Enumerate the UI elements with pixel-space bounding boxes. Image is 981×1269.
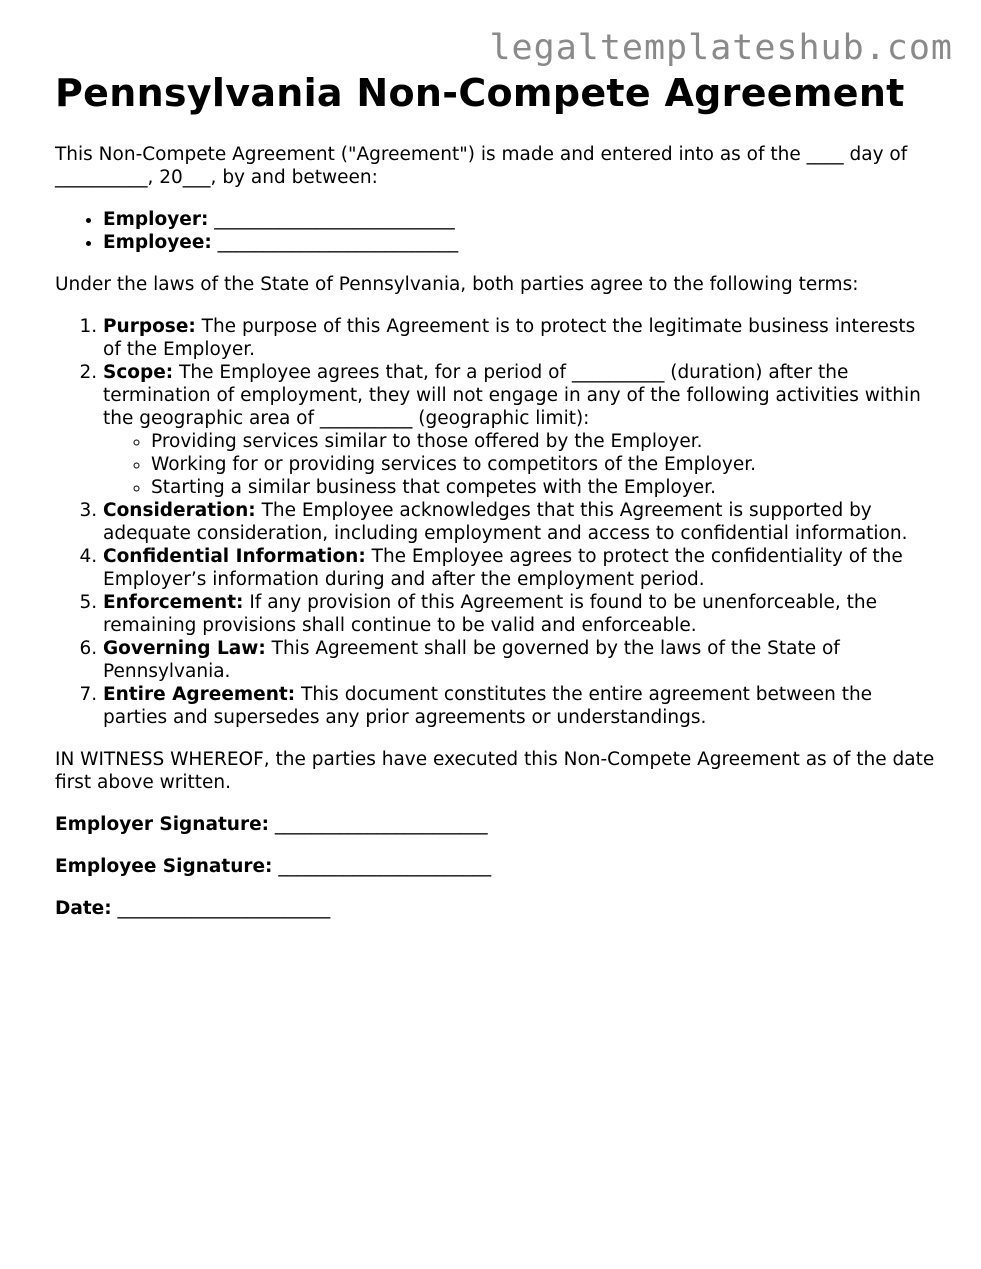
term-text: The Employee acknowledges that this Agreement is supported by adequate consideration, including employment and access to confidential information. <box>103 500 908 544</box>
term-heading: Consideration: <box>103 500 256 521</box>
term-heading: Confidential Information: <box>103 546 366 567</box>
term-scope <box>103 361 935 499</box>
scope-activity: ◦ Working for or providing services to competitors of the Employer. <box>151 453 935 476</box>
intro-paragraph: This Non-Compete Agreement ("Agreement") is made and entered into as of the ____ day of __________, 20___, by and between: <box>55 144 908 188</box>
signature-label: Date: <box>55 898 112 919</box>
employer-signature-line <box>55 813 935 836</box>
party-employee <box>103 231 935 254</box>
terms-list <box>55 315 935 729</box>
term-text: If any provision of this Agreement is found to be unenforceable, the remaining provisions shall continue to be valid and enforceable. <box>103 592 877 636</box>
term-text: The Employee agrees to protect the confidentiality of the Employer’s information during and after the employment period. <box>103 546 903 590</box>
party-blank: __________________________ <box>217 232 459 253</box>
term-heading: Purpose: <box>103 316 196 337</box>
term-enforcement <box>103 591 935 637</box>
witness-paragraph: IN WITNESS WHEREOF, the parties have executed this Non-Compete Agreement as of the date first above written. <box>55 749 935 793</box>
party-label: Employee: <box>103 232 212 253</box>
term-confidential-information <box>103 545 935 591</box>
laws-intro: Under the laws of the State of Pennsylvania, both parties agree to the following terms: <box>55 274 859 295</box>
term-governing-law <box>103 637 935 683</box>
party-employer <box>103 208 935 231</box>
term-text: The Employee agrees that, for a period of __________ (duration) after the termination of employment, they will not engage in any of the following activities within the geographic area of __________ (geographic limit): <box>103 362 921 429</box>
signature-blank: _______________________ <box>278 856 492 877</box>
term-entire-agreement <box>103 683 935 729</box>
employee-signature-line <box>55 855 935 878</box>
watermark: legaltemplateshub.com <box>489 28 953 68</box>
date-line <box>55 897 935 920</box>
term-heading: Scope: <box>103 362 174 383</box>
term-heading: Entire Agreement: <box>103 684 296 705</box>
signature-label: Employee Signature: <box>55 856 273 877</box>
term-heading: Governing Law: <box>103 638 266 659</box>
signature-blank: _______________________ <box>274 814 488 835</box>
parties-list <box>55 208 935 254</box>
page-title: Pennsylvania Non-Compete Agreement <box>55 71 905 115</box>
party-label: Employer: <box>103 209 209 230</box>
document-page <box>55 70 935 939</box>
signature-label: Employer Signature: <box>55 814 270 835</box>
signature-blank: _______________________ <box>117 898 331 919</box>
term-text: The purpose of this Agreement is to protect the legitimate business interests of the Employer. <box>103 316 916 360</box>
scope-activity: ◦ Providing services similar to those offered by the Employer. <box>151 430 935 453</box>
party-blank: __________________________ <box>214 209 455 230</box>
term-text: This document constitutes the entire agreement between the parties and supersedes any prior agreements or understandings. <box>103 684 873 728</box>
term-purpose <box>103 315 935 361</box>
term-text: This Agreement shall be governed by the laws of the State of Pennsylvania. <box>103 638 840 682</box>
term-consideration <box>103 499 935 545</box>
scope-activities-list <box>103 430 935 499</box>
term-heading: Enforcement: <box>103 592 244 613</box>
scope-activity: ◦ Starting a similar business that competes with the Employer. <box>151 476 935 499</box>
